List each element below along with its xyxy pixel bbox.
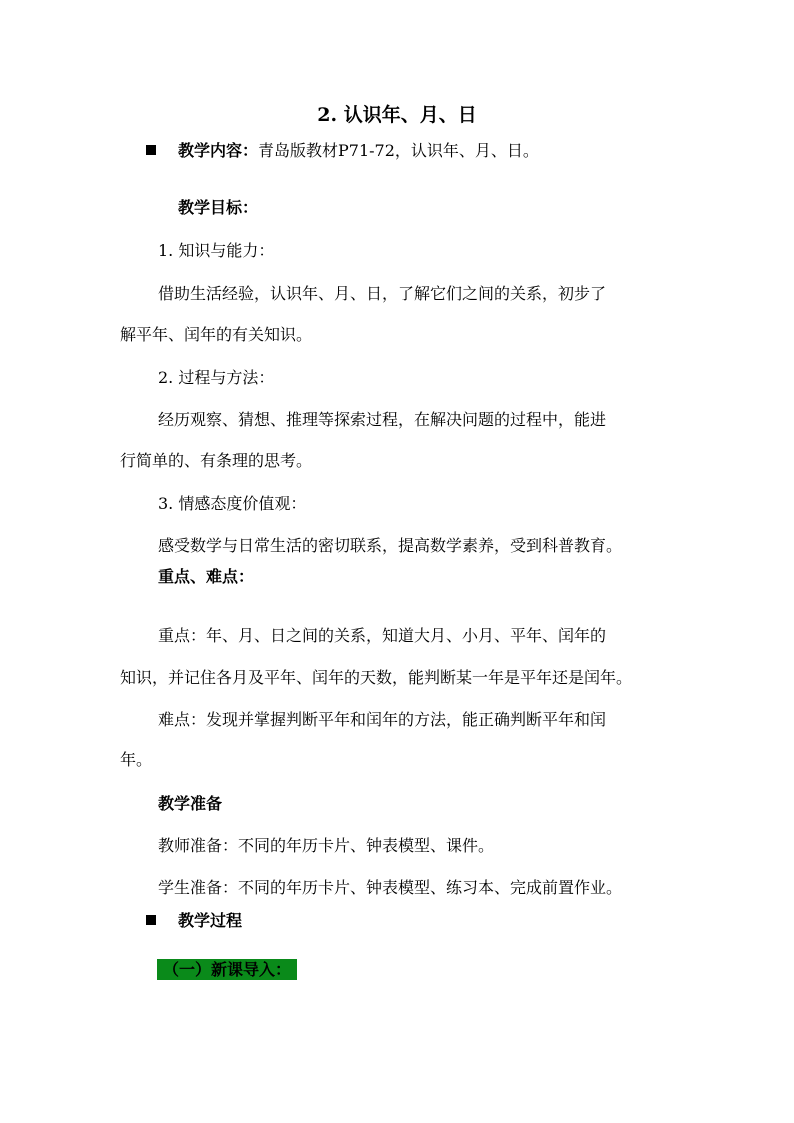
keypoint-text-b: 知识，并记住各月及平年、闰年的天数，能判断某一年是平年还是闰年。 [120,668,633,687]
content-text: 青岛版教材P71-72，认识年、月、日。 [258,141,539,160]
keypoint-text-a: 重点：年、月、日之间的关系，知道大月、小月、平年、闰年的 [158,626,607,645]
difficulty-text-b: 年。 [120,750,153,769]
process-heading: 教学过程 [178,911,243,930]
section-1-line [157,960,297,980]
bullet-square-icon [146,145,156,155]
content-line [146,141,539,161]
difficulty-text-a: 难点：发现并掌握判断平年和闰年的方法，能正确判断平年和闰 [158,710,607,729]
objective-3-label: 3. 情感态度价值观： [158,494,307,513]
objective-2-text-b: 行简单的、有条理的思考。 [120,451,313,470]
objective-1-text-a: 借助生活经验，认识年、月、日，了解它们之间的关系，初步了 [158,284,607,303]
preparation-heading: 教学准备 [158,794,223,813]
document-title: 2. 认识年、月、日 [317,104,477,126]
keypoints-heading: 重点、难点： [158,567,255,586]
objective-1-label: 1. 知识与能力： [158,241,275,260]
section-1-heading: （一）新课导入： [157,959,297,980]
objective-3-text: 感受数学与日常生活的密切联系，提高数学素养，受到科普教育。 [158,536,623,555]
teacher-preparation: 教师准备：不同的年历卡片、钟表模型、课件。 [158,836,495,855]
objective-1-text-b: 解平年、闰年的有关知识。 [120,325,313,344]
process-heading-line [146,911,242,931]
objective-2-label: 2. 过程与方法： [158,368,275,387]
objectives-heading: 教学目标： [178,198,259,217]
content-label: 教学内容： [178,141,259,160]
objective-2-text-a: 经历观察、猜想、推理等探索过程，在解决问题的过程中，能进 [158,410,607,429]
student-preparation: 学生准备：不同的年历卡片、钟表模型、练习本、完成前置作业。 [158,878,623,897]
bullet-square-icon [146,915,156,925]
